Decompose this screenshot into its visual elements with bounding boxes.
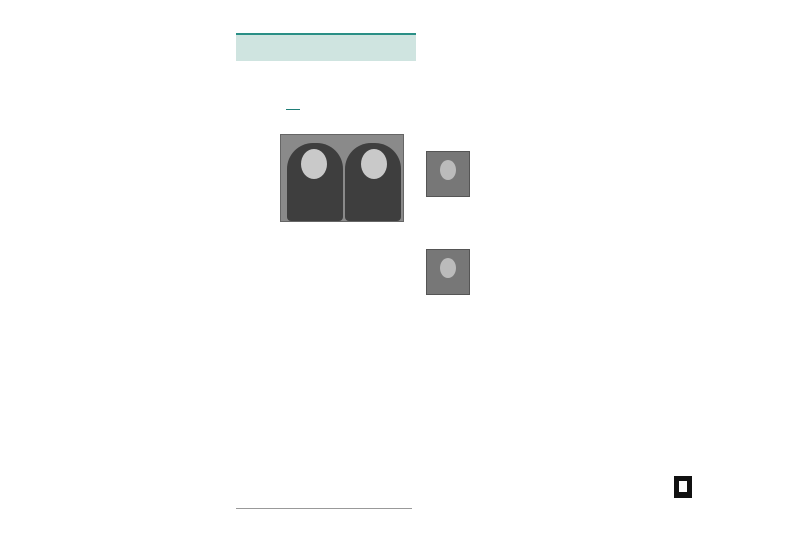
portrait-photo xyxy=(280,134,404,222)
article-lead xyxy=(240,121,278,221)
article-body xyxy=(240,230,410,288)
author-photo-2 xyxy=(426,249,470,295)
spine xyxy=(0,0,22,540)
feature-area xyxy=(236,29,598,531)
header-strip xyxy=(236,29,598,69)
dooland-logo[interactable] xyxy=(674,474,762,504)
dooland-logo-icon xyxy=(674,476,692,498)
editor-note xyxy=(236,508,412,532)
author-photo-1 xyxy=(426,151,470,197)
magazine-banner xyxy=(236,33,416,61)
feature-subtitle xyxy=(286,105,302,115)
